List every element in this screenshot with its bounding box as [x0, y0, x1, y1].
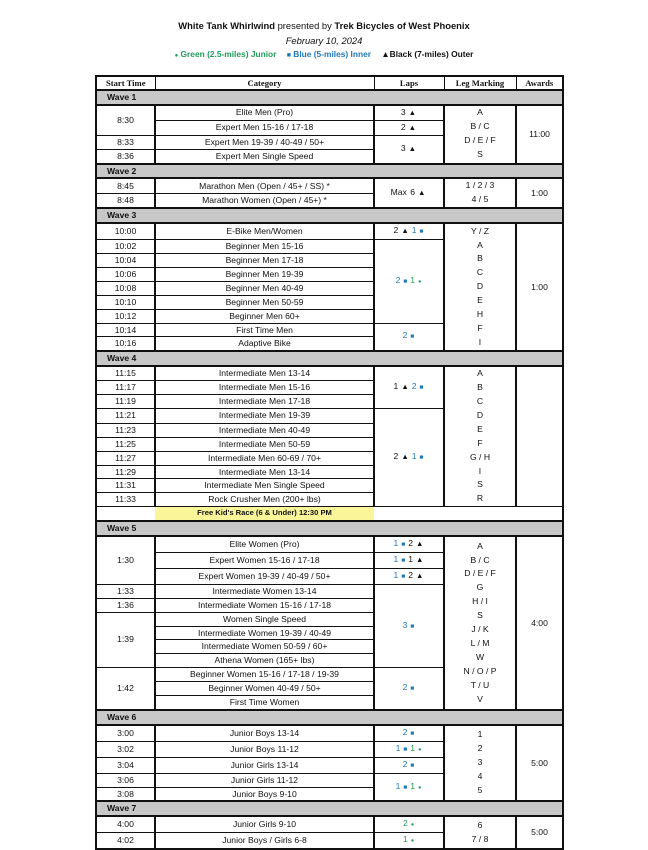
lap-count: 1	[402, 834, 408, 845]
leg-marking: A	[477, 107, 483, 118]
start-time: 11:33	[96, 493, 155, 507]
leg-marking-group	[444, 816, 516, 849]
laps	[374, 178, 444, 208]
black-triangle-icon: ▲	[417, 188, 426, 198]
category: Beginner Men 19-39	[155, 267, 374, 281]
leg-marking: 2	[477, 743, 483, 754]
blue-square-icon: ■	[410, 729, 415, 737]
laps	[374, 741, 444, 757]
leg-marking: I	[478, 336, 482, 347]
lap-count: 1	[393, 538, 399, 549]
awards-time: 11:00	[516, 105, 563, 164]
presented-by-text: presented by	[277, 20, 332, 31]
blue-square-icon: ■	[403, 783, 408, 791]
leg-marking: A	[477, 540, 483, 551]
start-time: 10:06	[96, 267, 155, 281]
sponsor-name: Trek Bicycles of West Phoenix	[334, 20, 470, 31]
green-circle-icon: ●	[174, 53, 179, 59]
lap-count: 1	[408, 554, 414, 564]
wave-label: Wave 7	[96, 801, 563, 816]
category: Intermediate Women 19-39 / 40-49	[155, 626, 374, 640]
leg-marking: Y / Z	[471, 225, 489, 236]
leg-marking: B	[477, 382, 483, 393]
lap-count: 1	[411, 451, 417, 462]
leg-marking: 4 / 5	[471, 194, 489, 205]
lap-count: 2	[408, 569, 414, 580]
leg-marking: B / C	[470, 121, 490, 132]
leg-marking: L / M	[470, 637, 490, 648]
wave-header-row	[96, 164, 563, 179]
start-time: 11:27	[96, 451, 155, 465]
leg-marking: 5	[477, 785, 483, 795]
blue-square-icon: ■	[401, 557, 406, 564]
event-date: February 10, 2024	[285, 35, 363, 46]
start-time: 10:12	[96, 309, 155, 323]
wave-label: Wave 5	[96, 521, 563, 536]
leg-marking: 1 / 2 / 3	[465, 180, 495, 191]
col-header-start-time: Start Time	[96, 76, 155, 90]
leg-marking-group	[444, 725, 516, 802]
start-time: 11:29	[96, 465, 155, 479]
lap-count: 3	[400, 106, 406, 117]
leg-marking: 3	[477, 757, 483, 768]
blue-square-icon: ■	[419, 384, 424, 392]
category: Intermediate Women 15-16 / 17-18	[155, 598, 374, 612]
start-time: 11:19	[96, 395, 155, 409]
start-time: 10:10	[96, 295, 155, 309]
awards-time: 5:00	[516, 725, 563, 802]
table-row	[96, 816, 563, 832]
category: Adaptive Bike	[155, 337, 374, 351]
green-circle-icon: ●	[418, 278, 422, 285]
category: Intermediate Men 13-14	[155, 366, 374, 380]
start-time: 3:06	[96, 773, 155, 787]
start-time: 3:00	[96, 725, 155, 741]
blue-square-icon: ■	[401, 572, 406, 580]
category: First Time Men	[155, 323, 374, 337]
leg-marking: R	[476, 493, 484, 504]
laps	[374, 223, 444, 239]
table-row	[96, 536, 563, 552]
start-time: 8:45	[96, 178, 155, 193]
leg-marking: E	[477, 423, 483, 434]
start-time: 1:42	[96, 668, 155, 710]
leg-marking: J / K	[471, 624, 489, 635]
leg-marking: T / U	[470, 679, 490, 690]
blue-square-icon: ■	[286, 52, 291, 59]
lap-count: 2	[408, 538, 414, 549]
category: Junior Boys / Girls 6-8	[155, 833, 374, 849]
start-time: 11:15	[96, 366, 155, 380]
lap-count: 2	[402, 726, 408, 737]
category: Expert Women 15-16 / 17-18	[155, 553, 374, 569]
start-time: 4:02	[96, 833, 155, 849]
legend-blue: ■ Blue (5-miles) Inner	[286, 49, 372, 59]
col-header-laps: Laps	[374, 76, 444, 90]
laps	[374, 366, 444, 408]
black-triangle-icon: ▲	[408, 144, 417, 154]
lap-count: 3	[400, 143, 406, 154]
green-circle-icon: ●	[410, 822, 415, 829]
start-time: 8:30	[96, 105, 155, 135]
wave-label: Wave 6	[96, 710, 563, 725]
blue-square-icon: ■	[419, 454, 424, 462]
leg-marking: C	[476, 267, 484, 278]
leg-marking: B	[477, 253, 483, 264]
start-time: 3:08	[96, 787, 155, 801]
wave-label: Wave 3	[96, 208, 563, 223]
col-header-leg-marking: Leg Marking	[444, 76, 516, 90]
leg-marking: I	[478, 465, 482, 476]
category: Expert Men 15-16 / 17-18	[155, 120, 374, 135]
laps	[374, 536, 444, 552]
lap-count: 1	[393, 569, 399, 580]
leg-marking: 7 / 8	[471, 833, 489, 844]
laps	[374, 408, 444, 506]
leg-marking: B / C	[470, 554, 490, 565]
awards-time	[516, 366, 563, 507]
leg-marking: A	[477, 239, 483, 250]
black-triangle-icon: ▲	[401, 452, 409, 462]
lap-count: 2	[402, 330, 408, 341]
category: Expert Women 19-39 / 40-49 / 50+	[155, 568, 374, 584]
category: Junior Girls 13-14	[155, 757, 374, 773]
category: Intermediate Men 15-16	[155, 381, 374, 395]
leg-marking: C	[476, 396, 484, 407]
col-header-awards: Awards	[516, 76, 563, 90]
category: Intermediate Men 40-49	[155, 423, 374, 437]
leg-marking: S	[477, 149, 483, 160]
table-row	[96, 366, 563, 380]
green-circle-icon: ●	[418, 746, 422, 753]
start-time: 8:48	[96, 193, 155, 208]
black-triangle-icon: ▲	[408, 122, 417, 132]
start-time: 4:00	[96, 816, 155, 832]
kids-race-spacer	[374, 507, 563, 521]
lap-count: 1	[395, 780, 401, 791]
leg-marking: G	[476, 582, 484, 593]
category: Athena Women (165+ lbs)	[155, 654, 374, 668]
blue-square-icon: ■	[410, 333, 415, 341]
leg-marking: H	[476, 309, 484, 320]
green-circle-icon: ●	[418, 784, 422, 791]
blue-square-icon: ■	[410, 761, 415, 769]
category: Marathon Women (Open / 45+) *	[155, 193, 374, 208]
lap-count: 6	[410, 187, 415, 198]
category: Intermediate Women 13-14	[155, 584, 374, 598]
blue-square-icon: ■	[403, 277, 408, 285]
category: Junior Girls 9-10	[155, 816, 374, 832]
category: Marathon Men (Open / 45+ / SS) *	[155, 178, 374, 193]
laps	[374, 757, 444, 773]
leg-marking: W	[475, 651, 485, 662]
blue-square-icon: ■	[419, 228, 424, 236]
laps	[374, 773, 444, 801]
category: Expert Men Single Speed	[155, 149, 374, 163]
laps	[374, 668, 444, 710]
category: First Time Women	[155, 696, 374, 710]
category: E-Bike Men/Women	[155, 223, 374, 239]
category: Intermediate Men 13-14	[155, 465, 374, 479]
leg-marking-group	[444, 105, 516, 164]
wave-header-row	[96, 90, 563, 105]
wave-label: Wave 1	[96, 90, 563, 105]
category: Intermediate Women 50-59 / 60+	[155, 640, 374, 654]
start-time: 11:17	[96, 381, 155, 395]
category: Intermediate Men 19-39	[155, 408, 374, 423]
black-triangle-icon: ▲	[381, 49, 390, 59]
lap-count: 2	[402, 818, 408, 829]
start-time: 1:39	[96, 612, 155, 668]
table-row	[96, 725, 563, 741]
leg-marking: F	[477, 323, 483, 333]
category: Rock Crusher Men (200+ lbs)	[155, 493, 374, 507]
leg-marking: V	[477, 693, 483, 704]
table-row	[96, 105, 563, 120]
category: Elite Women (Pro)	[155, 536, 374, 552]
category: Beginner Men 50-59	[155, 295, 374, 309]
leg-marking-group	[444, 536, 516, 710]
awards-time: 1:00	[516, 223, 563, 351]
wave-header-row	[96, 710, 563, 725]
start-time: 11:21	[96, 408, 155, 423]
category: Beginner Women 15-16 / 17-18 / 19-39	[155, 668, 374, 682]
event-name: White Tank Whirlwind	[178, 20, 275, 31]
leg-marking: S	[477, 610, 483, 621]
laps	[374, 725, 444, 741]
legend-black: ▲Black (7-miles) Outer	[381, 49, 474, 59]
leg-marking-group	[444, 178, 516, 208]
laps	[374, 105, 444, 120]
laps	[374, 833, 444, 849]
leg-marking: 6	[477, 819, 483, 830]
category: Beginner Men 17-18	[155, 253, 374, 267]
laps	[374, 240, 444, 323]
leg-marking: D	[476, 281, 484, 292]
start-time: 10:14	[96, 323, 155, 337]
leg-marking-group	[444, 366, 516, 507]
laps-prefix: Max	[390, 187, 410, 198]
category: Expert Men 19-39 / 40-49 / 50+	[155, 135, 374, 149]
green-circle-icon: ●	[410, 838, 415, 845]
leg-marking: G / H	[469, 451, 491, 462]
table-row	[96, 178, 563, 193]
start-time: 8:36	[96, 149, 155, 163]
laps	[374, 135, 444, 163]
laps	[374, 553, 444, 569]
start-time: 11:25	[96, 437, 155, 451]
laps	[374, 323, 444, 351]
leg-marking: F	[477, 437, 483, 448]
black-triangle-icon: ▲	[401, 226, 409, 236]
category: Junior Girls 11-12	[155, 773, 374, 787]
awards-time: 4:00	[516, 536, 563, 710]
wave-header-row	[96, 521, 563, 536]
leg-marking: H / I	[472, 596, 488, 607]
wave-header-row	[96, 208, 563, 223]
leg-marking: E	[477, 295, 483, 306]
lap-count: 1	[395, 742, 401, 753]
blue-square-icon: ■	[410, 685, 415, 693]
lap-count: 1	[393, 554, 399, 564]
wave-label: Wave 4	[96, 351, 563, 366]
blue-square-icon: ■	[401, 541, 406, 549]
start-time: 10:08	[96, 281, 155, 295]
laps	[374, 120, 444, 135]
lap-count: 1	[410, 742, 416, 753]
course-legend	[0, 49, 648, 59]
category: Beginner Men 60+	[155, 309, 374, 323]
leg-marking: D / E / F	[464, 568, 496, 579]
start-time: 8:33	[96, 135, 155, 149]
awards-time: 1:00	[516, 178, 563, 208]
wave-header-row	[96, 801, 563, 816]
start-time: 11:31	[96, 479, 155, 493]
start-time: 3:04	[96, 757, 155, 773]
black-triangle-icon: ▲	[401, 382, 409, 392]
start-time: 1:30	[96, 536, 155, 584]
schedule-body	[96, 90, 563, 849]
leg-marking: 1	[477, 729, 483, 740]
category: Intermediate Men 50-59	[155, 437, 374, 451]
black-triangle-icon: ▲	[416, 570, 424, 580]
blue-square-icon: ■	[410, 622, 415, 630]
start-time: 10:04	[96, 253, 155, 267]
start-time: 11:23	[96, 423, 155, 437]
lap-count: 2	[395, 274, 401, 285]
category: Women Single Speed	[155, 612, 374, 626]
lap-count: 2	[411, 381, 417, 392]
kids-race-row	[96, 507, 563, 521]
lap-count: 2	[393, 451, 399, 462]
lap-count: 1	[393, 381, 399, 392]
lap-count: 2	[402, 682, 408, 693]
black-triangle-icon: ▲	[408, 107, 417, 117]
blue-square-icon: ■	[403, 745, 408, 753]
lap-count: 2	[393, 225, 399, 236]
laps	[374, 584, 444, 667]
awards-time: 5:00	[516, 816, 563, 849]
event-title	[0, 20, 648, 31]
col-header-category: Category	[155, 76, 374, 90]
race-schedule-table	[95, 75, 564, 850]
laps	[374, 816, 444, 832]
lap-count: 3	[402, 619, 408, 630]
start-time: 1:36	[96, 598, 155, 612]
lap-count: 1	[410, 274, 416, 285]
lap-count: 1	[411, 225, 417, 236]
start-time: 10:00	[96, 223, 155, 239]
lap-count: 1	[410, 780, 416, 791]
category: Intermediate Men 60-69 / 70+	[155, 451, 374, 465]
category: Beginner Men 40-49	[155, 281, 374, 295]
category: Elite Men (Pro)	[155, 105, 374, 120]
category: Junior Boys 9-10	[155, 787, 374, 801]
leg-marking: D	[476, 409, 484, 420]
lap-count: 2	[402, 758, 408, 769]
black-triangle-icon: ▲	[416, 555, 424, 564]
category: Beginner Men 15-16	[155, 240, 374, 254]
leg-marking: S	[477, 479, 483, 490]
category: Junior Boys 11-12	[155, 741, 374, 757]
start-time: 10:02	[96, 240, 155, 254]
start-time: 1:33	[96, 584, 155, 598]
category: Intermediate Men Single Speed	[155, 479, 374, 493]
kids-race-spacer	[96, 507, 155, 521]
category: Intermediate Men 17-18	[155, 395, 374, 409]
category: Junior Boys 13-14	[155, 725, 374, 741]
legend-green: ● Green (2.5-miles) Junior	[174, 49, 277, 59]
category: Beginner Women 40-49 / 50+	[155, 682, 374, 696]
leg-marking: A	[477, 368, 483, 379]
kids-race-note: Free Kid's Race (6 & Under) 12:30 PM	[155, 507, 374, 521]
leg-marking: 4	[477, 771, 483, 782]
table-row	[96, 223, 563, 239]
table-header-row	[96, 76, 563, 90]
start-time: 10:16	[96, 337, 155, 351]
start-time: 3:02	[96, 741, 155, 757]
laps	[374, 568, 444, 584]
lap-count: 2	[400, 121, 406, 132]
wave-header-row	[96, 351, 563, 366]
leg-marking: D / E / F	[464, 135, 496, 146]
leg-marking-group	[444, 223, 516, 351]
black-triangle-icon: ▲	[416, 539, 424, 549]
wave-label: Wave 2	[96, 164, 563, 179]
leg-marking: N / O / P	[463, 665, 497, 676]
